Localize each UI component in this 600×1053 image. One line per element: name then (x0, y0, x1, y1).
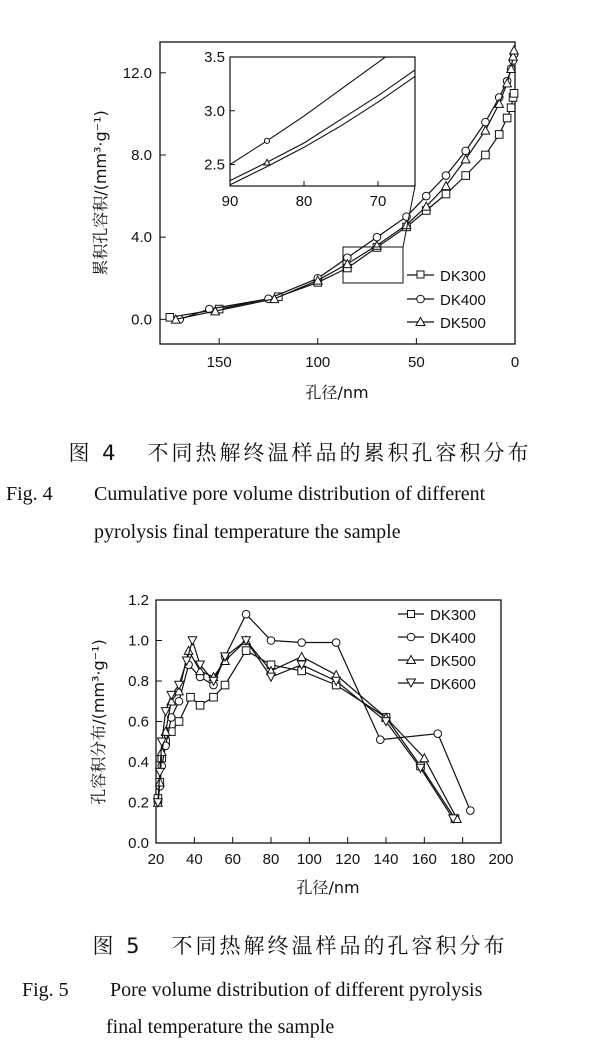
fig4-inset-y-tick-label: 2.5 (204, 156, 225, 174)
fig4-inset-point-dk400 (264, 138, 269, 143)
fig5-series-dk400 (154, 610, 474, 814)
fig5-point-dk400 (267, 637, 275, 645)
fig5-point-dk400 (175, 697, 183, 705)
fig4-point-dk300 (442, 190, 450, 198)
fig5-point-dk300 (187, 693, 195, 701)
fig4-caption-en-line2: pyrolysis final temperature the sample (94, 521, 401, 543)
fig5-legend (398, 607, 476, 693)
fig5-point-dk600 (188, 637, 197, 645)
fig5-caption-en-line1 (22, 979, 482, 1002)
fig4-caption-en-line1 (6, 483, 485, 506)
fig5-caption-en-label: Fig. 5 (22, 979, 69, 1001)
fig5-point-dk300 (175, 718, 183, 726)
fig5-x-tick-label: 120 (335, 851, 361, 868)
fig5-caption-en-line2: final temperature the sample (106, 1016, 335, 1038)
fig5-x-tick-label: 60 (224, 851, 242, 868)
fig5-series (154, 610, 475, 823)
fig5-point-dk600 (156, 768, 165, 776)
fig5-point-dk500 (297, 652, 306, 660)
fig4-inset-x-tick-label: 80 (295, 193, 313, 210)
fig4-legend-dk400: DK400 (440, 292, 486, 309)
fig5-legend-dk400: DK400 (430, 630, 476, 647)
fig4-point-dk300 (507, 104, 515, 112)
fig5-point-dk400 (434, 730, 442, 738)
legend-marker-square (408, 611, 415, 618)
fig4-point-dk400 (422, 192, 430, 200)
fig5-point-dk300 (196, 702, 204, 710)
fig4-caption-text: 不同热解终温样品的累积孔容积分布 (147, 441, 532, 465)
fig4-y-tick-label: 0.0 (131, 311, 152, 329)
fig5-point-dk400 (298, 639, 306, 647)
fig5 (89, 592, 514, 897)
fig4-point-dk300 (462, 172, 470, 180)
fig4-point-dk300 (482, 151, 490, 159)
legend-marker-square (417, 271, 424, 278)
fig5-x-axis-label: 孔径/nm (296, 878, 360, 897)
fig4-y-axis-label: 累积孔容积/(mm³·g⁻¹) (91, 110, 110, 276)
fig5-line-dk400 (158, 614, 470, 810)
fig4-inset-y-tick-label: 3.0 (204, 102, 225, 120)
fig5-point-dk600 (267, 673, 276, 681)
fig5-x-tick-label: 40 (185, 851, 203, 868)
fig4-point-dk300 (510, 90, 518, 98)
fig5-y-tick-label: 1.0 (128, 632, 149, 650)
fig4 (91, 36, 519, 403)
fig4-point-dk300 (166, 313, 174, 321)
fig4-point-dk300 (503, 114, 511, 122)
fig4-y-tick-label: 8.0 (131, 146, 152, 164)
fig5-point-dk400 (332, 639, 340, 647)
fig4-legend (407, 268, 486, 332)
fig4-x-tick-label: 150 (206, 354, 232, 371)
fig5-point-dk400 (242, 610, 250, 618)
fig5-x-tick-label: 80 (262, 851, 280, 868)
fig4-y-tick-label: 4.0 (131, 229, 152, 247)
fig5-y-tick-label: 1.2 (128, 592, 149, 609)
fig4-y-tick-label: 12.0 (122, 64, 152, 82)
fig4-point-dk400 (442, 172, 450, 180)
fig5-series-dk600 (154, 637, 458, 823)
legend-marker-circle (417, 295, 425, 303)
fig4-inset-x-tick-label: 70 (369, 193, 387, 210)
fig5-x-tick-label: 180 (450, 851, 476, 868)
fig4-inset-y-tick-label: 3.5 (204, 49, 225, 66)
fig4-point-dk500 (510, 46, 519, 54)
fig5-y-tick-label: 0.0 (128, 835, 149, 852)
fig5-point-dk400 (376, 736, 384, 744)
legend-marker-circle (407, 633, 415, 641)
fig5-x-tick-label: 100 (296, 851, 322, 868)
fig4-caption-en-label: Fig. 4 (6, 483, 53, 505)
fig5-caption-cn (0, 930, 600, 960)
fig5-x-tick-label: 200 (488, 851, 514, 868)
fig5-line-dk600 (158, 641, 453, 819)
fig5-point-dk300 (210, 693, 218, 701)
fig5-legend-dk500: DK500 (430, 653, 476, 670)
fig4-x-axis-label: 孔径/nm (305, 383, 369, 402)
fig5-y-tick-label: 0.8 (128, 673, 149, 690)
fig4-caption-cn (0, 437, 600, 467)
fig4-legend-dk500: DK500 (440, 315, 486, 332)
fig5-x-tick-label: 20 (147, 851, 165, 868)
fig5-y-tick-label: 0.2 (128, 794, 149, 812)
fig4-point-dk400 (462, 147, 470, 155)
fig4-x-tick-label: 0 (510, 354, 520, 371)
fig4-inset-x-tick-label: 90 (221, 193, 239, 210)
fig5-legend-dk600: DK600 (430, 676, 476, 693)
fig5-y-tick-label: 0.4 (128, 754, 149, 771)
fig5-legend-dk300: DK300 (430, 607, 476, 624)
fig4-point-dk500 (461, 155, 470, 163)
fig4-point-dk500 (343, 260, 352, 268)
fig5-point-dk300 (221, 681, 229, 689)
fig4-figure-number: 图 4 (68, 441, 119, 465)
fig5-y-tick-label: 0.6 (128, 713, 149, 731)
fig5-y-axis-label: 孔容积分布/(mm³·g⁻¹) (89, 639, 108, 805)
fig5-point-dk300 (242, 647, 250, 655)
fig4-point-dk300 (495, 131, 503, 139)
fig5-x-tick-label: 140 (373, 851, 399, 868)
fig4-x-tick-label: 50 (408, 354, 425, 371)
fig4-x-tick-label: 100 (305, 354, 331, 371)
fig5-caption-text: 不同热解终温样品的孔容积分布 (171, 934, 508, 958)
fig4-legend-dk300: DK300 (440, 268, 486, 285)
fig5-figure-number: 图 5 (92, 934, 143, 958)
fig5-point-dk400 (467, 807, 475, 815)
fig5-x-tick-label: 160 (411, 851, 437, 868)
fig5-caption-en-text1: Pore volume distribution of different pyrolysis (110, 979, 483, 1001)
fig4-point-dk400 (373, 233, 381, 241)
fig4-caption-en-text1: Cumulative pore volume distribution of different (94, 483, 486, 505)
